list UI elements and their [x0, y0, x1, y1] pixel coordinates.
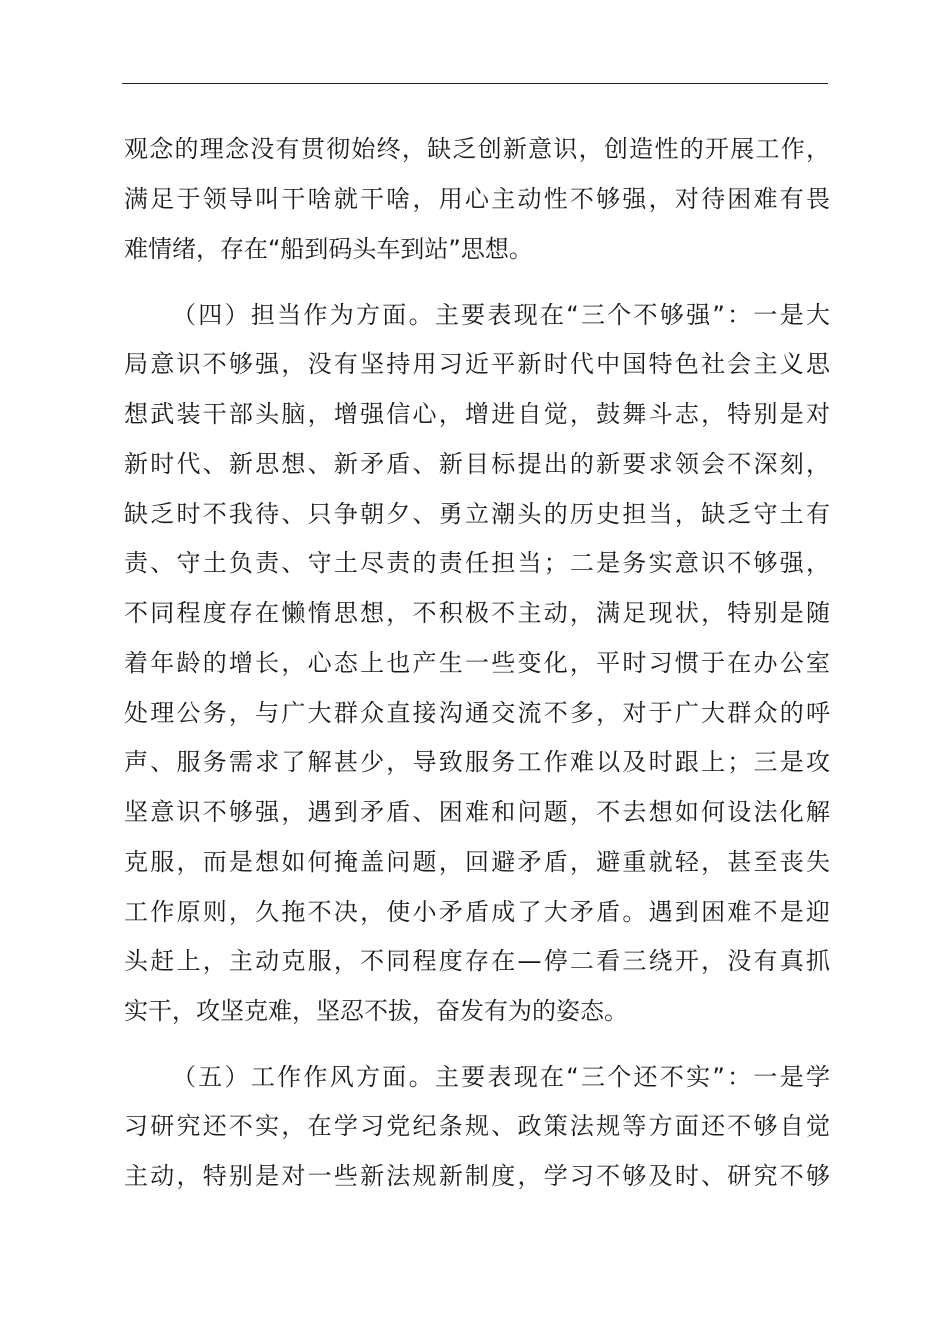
paragraph-2-line-14: 头赶上，主动克服，不同程度存在—停二看三绕开，没有真抓 — [124, 947, 830, 975]
paragraph-2-line-11: 坚意识不够强，遇到矛盾、困难和问题，不去想如何设法化解 — [124, 798, 830, 826]
paragraph-2-line-9: 处理公务，与广大群众直接沟通交流不多，对于广大群众的呼 — [124, 699, 830, 727]
paragraph-2-line-5: 缺乏时不我待、只争朝夕、勇立潮头的历史担当，缺乏守土有 — [124, 500, 830, 528]
paragraph-2-line-13: 工作原则，久拖不决，使小矛盾成了大矛盾。遇到困难不是迎 — [124, 898, 830, 926]
paragraph-2-line-2: 局意识不够强，没有坚持用习近平新时代中国特色社会主义思 — [124, 350, 830, 378]
paragraph-3-line-2: 习研究还不实，在学习党纪条规、政策法规等方面还不够自觉 — [124, 1112, 830, 1140]
paragraph-2-line-10: 声、服务需求了解甚少，导致服务工作难以及时跟上；三是攻 — [124, 748, 830, 776]
paragraph-2-line-1: （四）担当作为方面。主要表现在“三个不够强”：一是大 — [172, 301, 830, 329]
paragraph-1-line-3: 难情绪，存在“船到码头车到站”思想。 — [124, 235, 533, 263]
paragraph-2-line-7: 不同程度存在懒惰思想，不积极不主动，满足现状，特别是随 — [124, 599, 830, 627]
paragraph-2-line-4: 新时代、新思想、新矛盾、新目标提出的新要求领会不深刻， — [124, 450, 830, 478]
paragraph-1-line-2: 满足于领导叫干啥就干啥，用心主动性不够强，对待困难有畏 — [124, 185, 830, 213]
paragraph-2-line-6: 责、守土负责、守土尽责的责任担当；二是务实意识不够强， — [124, 549, 830, 577]
paragraph-2-line-12: 克服，而是想如何掩盖问题，回避矛盾，避重就轻，甚至丧失 — [124, 848, 830, 876]
paragraph-3-line-1: （五）工作作风方面。主要表现在“三个还不实”：一是学 — [172, 1063, 830, 1091]
paragraph-2-line-15: 实干，攻坚克难，坚忍不拔，奋发有为的姿态。 — [124, 997, 628, 1025]
paragraph-2-line-3: 想武装干部头脑，增强信心，增进自觉，鼓舞斗志，特别是对 — [124, 400, 830, 428]
paragraph-1-line-1: 观念的理念没有贯彻始终，缺乏创新意识，创造性的开展工作， — [124, 135, 830, 163]
paragraph-2-line-8: 着年龄的增长，心态上也产生一些变化，平时习惯于在办公室 — [124, 649, 830, 677]
header-rule — [122, 83, 828, 84]
paragraph-3-line-3: 主动，特别是对一些新法规新制度，学习不够及时、研究不够 — [124, 1162, 830, 1190]
